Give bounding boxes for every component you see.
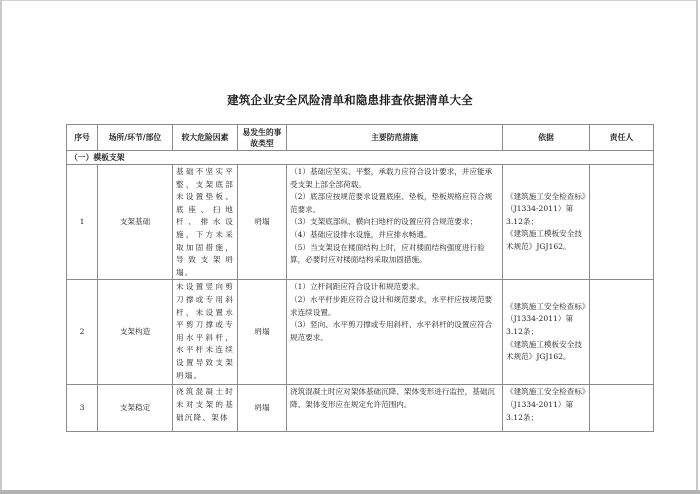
- basis-item: 《建筑施工模板安全技术规范》JGJ162。: [506, 229, 582, 252]
- row-measures: [287, 165, 503, 280]
- row-accident-type: 坍塌: [238, 165, 287, 280]
- row-responsible: [590, 280, 654, 385]
- basis-item: 《建筑施工安全检查标》（J1334-2011）第3.12条；: [506, 301, 586, 337]
- section-label: （一）模板支架: [67, 151, 654, 165]
- measure-item: （1）立杆间距应符合设计和规范要求。: [290, 282, 424, 292]
- header-measures: 主要防范措施: [287, 125, 503, 151]
- basis-item: 《建筑施工安全检查标》（J1334-2011）第3.12条；: [506, 387, 586, 422]
- row-accident-type: 坍塌: [238, 280, 287, 385]
- row-hazard: 未设置竖向剪刀撑或专用斜杆，未设置水平剪刀撑或专用水平斜杆，水平杆未连续设置导致支架坍塌。: [173, 280, 238, 385]
- header-basis: 依据: [503, 125, 590, 151]
- row-basis: [503, 280, 590, 385]
- row-index: 3: [67, 385, 98, 432]
- measure-item: 浇筑混凝土时应对架体基础沉降、架体变形进行监控，基础沉降、架体变形应在规定允许范围内。: [290, 387, 496, 409]
- row-location: 支架构造: [98, 280, 173, 385]
- basis-item: 《建筑施工安全检查标》（J1334-2011）第3.12条；: [506, 191, 586, 226]
- measure-item: （4）基础应设排水设施，并应排水畅通。: [290, 229, 432, 239]
- header-index: 序号: [67, 125, 98, 151]
- row-index: 2: [67, 280, 98, 385]
- row-location: 支架稳定: [98, 385, 173, 432]
- row-hazard: 基础不坚实平整，支架底部未设置垫板、底座、扫地杆、排水设施，下方未采取加固措施，导致支架坍塌。: [173, 165, 238, 280]
- row-basis: [503, 165, 590, 280]
- row-hazard: 浇筑混凝土时未对支架的基础沉降、架体: [173, 385, 238, 432]
- document-title: 建筑企业安全风险清单和隐患排查依据清单大全: [227, 93, 473, 107]
- risk-list-table: [66, 124, 654, 432]
- header-location: 场所/环节/部位: [98, 125, 173, 151]
- row-index: 1: [67, 165, 98, 280]
- row-measures: [287, 280, 503, 385]
- page-bottom-edge: [0, 490, 700, 494]
- section-row: [67, 151, 654, 165]
- row-basis: [503, 385, 590, 432]
- header-accident-type: 易发生的事故类型: [238, 125, 287, 151]
- row-responsible: [590, 385, 654, 432]
- measure-item: （2）水平杆步距应符合设计和规范要求，水平杆应按规范要求连续设置。: [290, 294, 493, 317]
- table-row: [67, 280, 654, 385]
- table-row: [67, 165, 654, 280]
- row-responsible: [590, 165, 654, 280]
- header-responsible: 责任人: [590, 125, 654, 151]
- measure-item: （3）竖向、水平剪刀撑或专用斜杆、水平斜杆的设置应符合规范要求。: [290, 320, 493, 342]
- measure-item: （3）支架底部纵、横向扫地杆的设置应符合规范要求；: [290, 217, 478, 227]
- row-accident-type: 坍塌: [238, 385, 287, 432]
- table-header-row: [67, 125, 654, 151]
- basis-item: 《建筑施工模板安全技术规范》JGJ162。: [506, 339, 582, 362]
- header-hazard: 较大危险因素: [173, 125, 238, 151]
- measure-item: （5）当支架设在楼面结构上时，应对楼面结构强度进行验算，必要时应对楼面结构采取加固措施。: [290, 242, 485, 265]
- table-row: [67, 385, 654, 432]
- row-measures: [287, 385, 503, 432]
- measure-item: （2）底部应按规范要求设置底座、垫板，垫板规格应符合规范要求。: [290, 192, 493, 214]
- row-location: 支架基础: [98, 165, 173, 280]
- measure-item: （1）基础应坚实、平整，承载力应符合设计要求，并应能承受支架上部全部荷载。: [290, 167, 493, 189]
